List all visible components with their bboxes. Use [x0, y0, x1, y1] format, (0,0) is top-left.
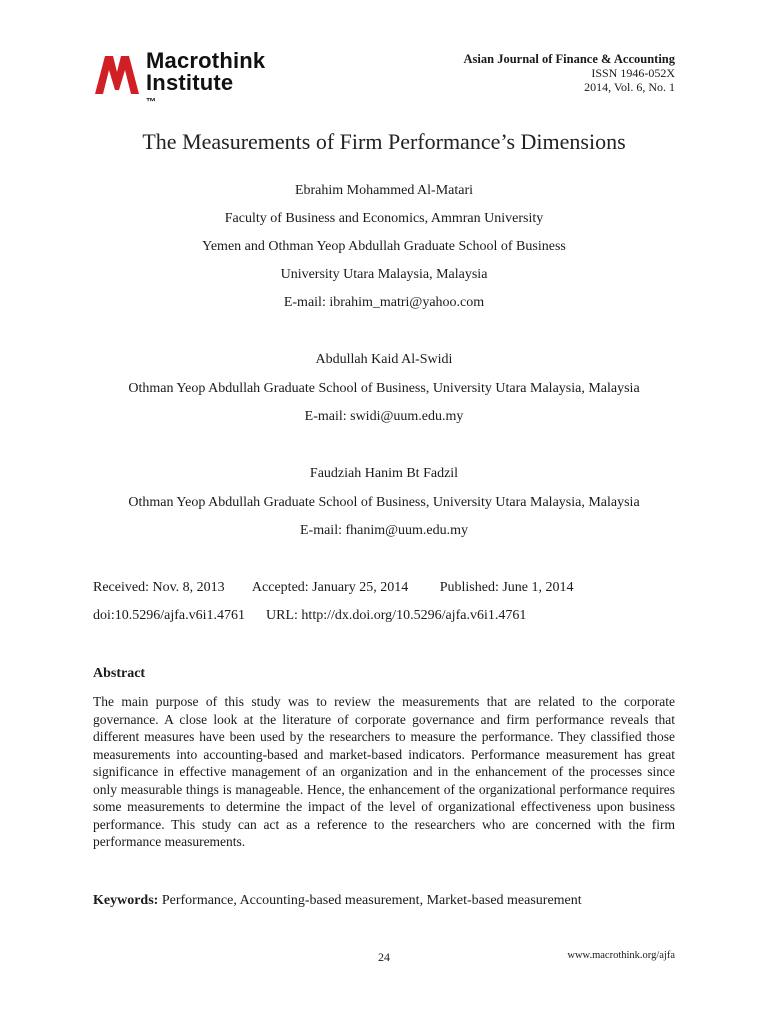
author-email[interactable]: E-mail: fhanim@uum.edu.my	[299, 523, 469, 538]
author-affiliation: Othman Yeop Abdullah Graduate School of Business, University Utara Malaysia, Malaysia	[128, 381, 640, 396]
keywords-text: Performance, Accounting-based measurement, Market-based measurement	[161, 893, 582, 908]
journal-info	[464, 52, 675, 94]
page-number: 24	[378, 950, 390, 964]
keywords-label: Keywords:	[93, 893, 159, 908]
publisher-name-line1: Macrothink	[146, 48, 266, 73]
journal-volume: 2014, Vol. 6, No. 1	[584, 80, 675, 94]
author-email[interactable]: E-mail: ibrahim_matri@yahoo.com	[283, 295, 485, 310]
publisher-name	[146, 50, 265, 116]
author-affiliation: University Utara Malaysia, Malaysia	[280, 267, 488, 282]
author-affiliation: Othman Yeop Abdullah Graduate School of Business, University Utara Malaysia, Malaysia	[128, 495, 640, 510]
published-date: Published: June 1, 2014	[439, 580, 574, 595]
author-email[interactable]: E-mail: swidi@uum.edu.my	[304, 409, 464, 424]
keywords	[93, 893, 582, 909]
abstract-text: The main purpose of this study was to review the measurements that are related to the corporate governance. A close look at the literature of corporate governance and firm performance reveals that different measures have been used by the researchers to measure the performance. They classified those measurements into accounting-based and market-based indicators. Performance measurement has great significance in effective management of an organization and in the enhancement of the processes since only measurable things is manageable. Hence, the enhancement of the organizational performance requires some measurements to determine the impact of the level of organizational effectiveness upon business performance. This study can act as a reference to the researchers who are concerned with the firm performance measurements.	[93, 694, 675, 849]
author-name: Abdullah Kaid Al-Swidi	[315, 352, 453, 367]
publication-dates	[93, 580, 574, 596]
received-date: Received: Nov. 8, 2013	[93, 580, 225, 595]
trademark-symbol: ™	[146, 97, 157, 108]
abstract-heading: Abstract	[93, 666, 146, 681]
publisher-logo	[93, 48, 293, 108]
journal-website[interactable]: www.macrothink.org/ajfa	[567, 950, 675, 961]
journal-name: Asian Journal of Finance & Accounting	[463, 52, 675, 66]
paper-title: The Measurements of Firm Performance’s Dimensions	[142, 129, 626, 154]
doi: doi:10.5296/ajfa.v6i1.4761	[93, 608, 246, 623]
publisher-name-line2: Institute	[146, 70, 234, 95]
journal-issn: ISSN 1946-052X	[591, 66, 675, 80]
author-name: Faudziah Hanim Bt Fadzil	[309, 466, 459, 481]
doi-line	[93, 608, 526, 624]
author-affiliation: Yemen and Othman Yeop Abdullah Graduate School of Business	[202, 239, 566, 254]
accepted-date: Accepted: January 25, 2014	[251, 580, 409, 595]
macrothink-m-logo-icon	[93, 52, 141, 94]
doi-url[interactable]: URL: http://dx.doi.org/10.5296/ajfa.v6i1.4761	[266, 608, 527, 623]
author-affiliation: Faculty of Business and Economics, Ammran University	[224, 211, 544, 226]
author-name: Ebrahim Mohammed Al-Matari	[294, 183, 474, 198]
